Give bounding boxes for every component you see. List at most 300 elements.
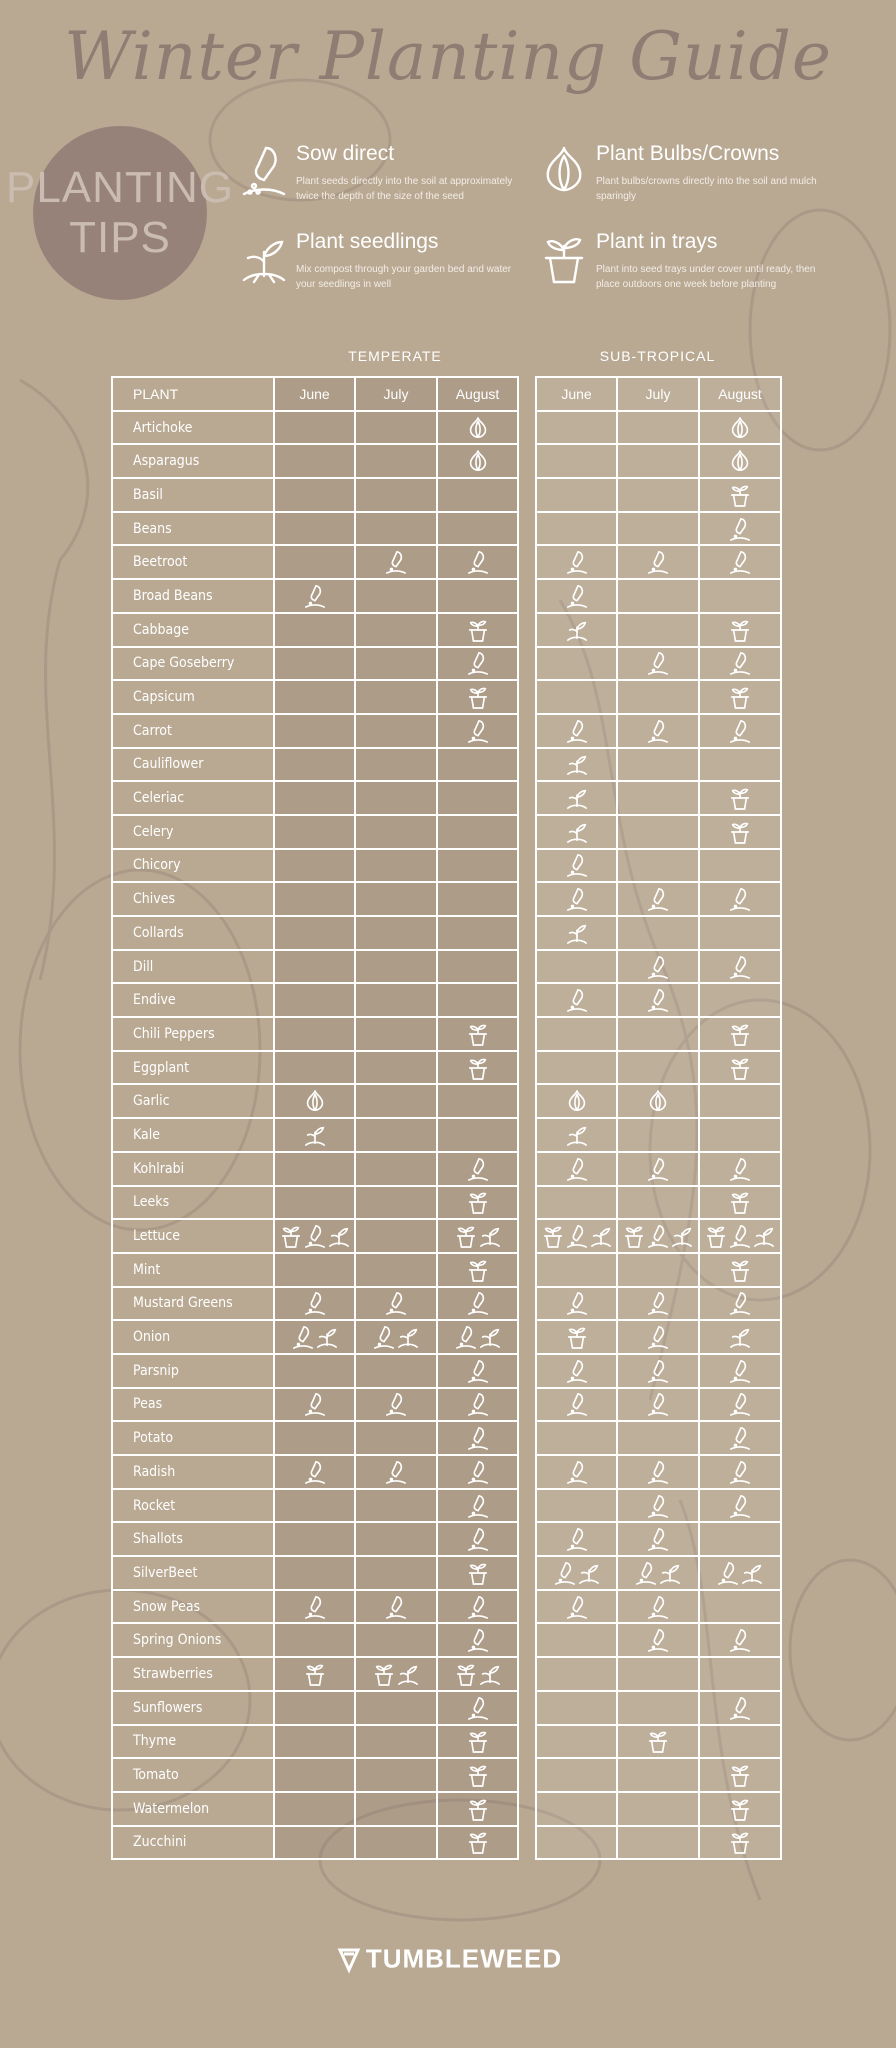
table-row-garlic	[536, 1084, 781, 1118]
temperate-june-cell	[274, 512, 355, 546]
planting-tips-badge	[5, 126, 235, 300]
plant-name: Cabbage	[112, 613, 274, 647]
subtropical-july-cell	[617, 1421, 699, 1455]
sow-direct-icon	[466, 1463, 490, 1480]
temperate-june-cell	[274, 1017, 355, 1051]
tip-title: Sow direct	[296, 142, 395, 165]
temperate-june-cell	[274, 1725, 355, 1759]
temperate-july-cell	[355, 950, 437, 984]
table-row-cape-goseberry	[536, 647, 781, 681]
subtropical-july-cell	[617, 916, 699, 950]
temperate-june-cell	[274, 849, 355, 883]
tray-icon	[728, 486, 752, 503]
table-row-silverbeet	[112, 1556, 518, 1590]
tray-icon	[466, 1025, 490, 1042]
table-row-kale	[112, 1118, 518, 1152]
seedling-icon	[577, 1564, 601, 1581]
tray-icon	[279, 1227, 303, 1244]
subtropical-july-cell	[617, 1186, 699, 1220]
table-row-basil	[112, 478, 518, 512]
sow-direct-icon	[646, 655, 670, 672]
temperate-june-cell	[274, 1320, 355, 1354]
table-row-onion	[536, 1320, 781, 1354]
seedling-icon	[240, 230, 288, 286]
seedling-icon	[589, 1227, 613, 1244]
temperate-august-cell	[437, 916, 518, 950]
seedling-icon	[303, 1126, 327, 1143]
subtropical-august-cell	[699, 781, 781, 815]
plant-name: Cape Goseberry	[112, 647, 274, 681]
subtropical-june-cell	[536, 1320, 617, 1354]
temperate-june-cell	[274, 1657, 355, 1691]
temperate-july-cell	[355, 1320, 437, 1354]
subtropical-july-cell	[617, 1320, 699, 1354]
temperate-august-cell	[437, 1320, 518, 1354]
subtropical-august-cell	[699, 1792, 781, 1826]
sow-direct-icon	[646, 1463, 670, 1480]
sow-direct-icon	[466, 1632, 490, 1649]
subtropical-july-cell	[617, 983, 699, 1017]
tray-icon	[646, 1733, 670, 1750]
plant-name: Cauliflower	[112, 748, 274, 782]
temperate-july-cell	[355, 1489, 437, 1523]
temperate-august-cell	[437, 613, 518, 647]
temperate-july-cell	[355, 1725, 437, 1759]
subtropical-july-cell	[617, 714, 699, 748]
sow-direct-icon	[384, 1598, 408, 1615]
table-row-rocket	[112, 1489, 518, 1523]
table-row-lettuce	[536, 1219, 781, 1253]
temperate-august-cell	[437, 1152, 518, 1186]
subtropical-august-cell	[699, 714, 781, 748]
sow-direct-icon	[646, 1530, 670, 1547]
temperate-august-cell	[437, 748, 518, 782]
table-row-mustard-greens	[112, 1287, 518, 1321]
table-row-asparagus	[112, 444, 518, 478]
plant-name: Peas	[112, 1388, 274, 1422]
temperate-july-cell	[355, 748, 437, 782]
sow-direct-icon	[728, 1160, 752, 1177]
brand-name: TUMBLEWEED	[365, 1943, 563, 1974]
temperate-august-cell	[437, 815, 518, 849]
temperate-august-cell	[437, 1556, 518, 1590]
temperate-june-cell	[274, 1623, 355, 1657]
plant-name: Chili Peppers	[112, 1017, 274, 1051]
subtropical-august-cell	[699, 1186, 781, 1220]
temperate-august-cell	[437, 1691, 518, 1725]
tray-icon	[454, 1665, 478, 1682]
plant-name: Zucchini	[112, 1826, 274, 1860]
sow-direct-icon	[728, 1463, 752, 1480]
subtropical-august-cell	[699, 882, 781, 916]
plant-name: Chives	[112, 882, 274, 916]
subtropical-august-cell	[699, 748, 781, 782]
temperate-june-cell	[274, 882, 355, 916]
sow-direct-icon	[565, 1295, 589, 1312]
subtropical-june-cell	[536, 1253, 617, 1287]
table-row-broad-beans	[112, 579, 518, 613]
sow-direct-icon	[646, 958, 670, 975]
subtropical-july-cell	[617, 1623, 699, 1657]
sow-direct-icon	[291, 1328, 315, 1345]
subtropical-june-cell	[536, 1489, 617, 1523]
subtropical-august-cell	[699, 1287, 781, 1321]
temperate-june-cell	[274, 1253, 355, 1287]
seedling-icon	[327, 1227, 351, 1244]
bulb-icon	[728, 452, 752, 469]
subtropical-july-cell	[617, 1084, 699, 1118]
sow-direct-icon	[646, 1328, 670, 1345]
table-row-beans	[112, 512, 518, 546]
table-row-celeriac	[536, 781, 781, 815]
seedling-icon	[740, 1564, 764, 1581]
table-row-kale	[536, 1118, 781, 1152]
table-row-carrot	[112, 714, 518, 748]
temperate-august-cell	[437, 1253, 518, 1287]
tray-icon	[372, 1665, 396, 1682]
subtropical-june-cell	[536, 545, 617, 579]
temperate-july-cell	[355, 1792, 437, 1826]
sow-direct-icon	[565, 554, 589, 571]
temperate-august-cell	[437, 714, 518, 748]
sow-direct-icon	[384, 1463, 408, 1480]
table-row-broad-beans	[536, 579, 781, 613]
subtropical-august-cell	[699, 1556, 781, 1590]
seedling-icon	[478, 1328, 502, 1345]
subtropical-june-cell	[536, 916, 617, 950]
subtropical-august-cell	[699, 444, 781, 478]
plant-name: Thyme	[112, 1725, 274, 1759]
subtropical-july-cell	[617, 1691, 699, 1725]
sow-direct-icon	[646, 1396, 670, 1413]
temperate-august-cell	[437, 1623, 518, 1657]
subtropical-august-cell	[699, 815, 781, 849]
temperate-august-cell	[437, 1725, 518, 1759]
tray-icon	[466, 1766, 490, 1783]
subtropical-august-cell	[699, 1253, 781, 1287]
table-row-silverbeet	[536, 1556, 781, 1590]
subtropical-august-cell	[699, 1354, 781, 1388]
temperate-june-cell	[274, 1758, 355, 1792]
temperate-august-cell	[437, 781, 518, 815]
table-row-celery	[536, 815, 781, 849]
tray-icon	[466, 1194, 490, 1211]
temperate-august-cell	[437, 1186, 518, 1220]
tray-icon	[728, 1834, 752, 1851]
bulb-icon	[303, 1093, 327, 1110]
subtropical-august-cell	[699, 849, 781, 883]
tray-icon	[728, 1766, 752, 1783]
badge-line-1: PLANTING	[5, 163, 235, 212]
plant-name: Radish	[112, 1455, 274, 1489]
sow-direct-icon	[565, 1530, 589, 1547]
table-row-shallots	[112, 1522, 518, 1556]
sow-direct-icon	[565, 1227, 589, 1244]
sow-direct-icon	[728, 1632, 752, 1649]
temperate-august-cell	[437, 882, 518, 916]
temperate-july-cell	[355, 1421, 437, 1455]
sow-direct-icon	[466, 1598, 490, 1615]
subtropical-june-cell	[536, 815, 617, 849]
plant-name: Collards	[112, 916, 274, 950]
subtropical-july-cell	[617, 411, 699, 445]
temperate-june-cell	[274, 714, 355, 748]
table-row-potato	[536, 1421, 781, 1455]
temperate-july-cell	[355, 1118, 437, 1152]
table-row-watermelon	[536, 1792, 781, 1826]
sow-direct-icon	[240, 142, 288, 198]
subtropical-august-cell	[699, 1152, 781, 1186]
seedling-icon	[565, 621, 589, 638]
tray-icon	[466, 1800, 490, 1817]
tray-icon	[728, 688, 752, 705]
plant-name: Dill	[112, 950, 274, 984]
sow-direct-icon	[646, 1160, 670, 1177]
temperate-june-cell	[274, 1388, 355, 1422]
sow-direct-icon	[646, 1295, 670, 1312]
tip-description: Mix compost through your garden bed and water your seedlings in well	[296, 264, 512, 290]
table-row-carrot	[536, 714, 781, 748]
tip-title: Plant in trays	[596, 230, 718, 253]
temperate-july-cell	[355, 849, 437, 883]
tip-description: Plant into seed trays under cover until ready, then place outdoors one week before planting	[596, 264, 816, 290]
temperate-august-cell	[437, 545, 518, 579]
subtropical-august-cell	[699, 1051, 781, 1085]
temperate-june-cell	[274, 1556, 355, 1590]
temperate-june-cell	[274, 1287, 355, 1321]
plant-name: Rocket	[112, 1489, 274, 1523]
tumbleweed-logo-icon	[334, 1944, 364, 1974]
plant-name: Shallots	[112, 1522, 274, 1556]
subtropical-august-cell	[699, 1320, 781, 1354]
temperate-june-cell	[274, 1455, 355, 1489]
seedling-icon	[315, 1328, 339, 1345]
table-row-sunflowers	[536, 1691, 781, 1725]
table-row-mint	[536, 1253, 781, 1287]
subtropical-august-cell	[699, 1118, 781, 1152]
temperate-june-cell	[274, 1522, 355, 1556]
plant-name: SilverBeet	[112, 1556, 274, 1590]
seedling-icon	[752, 1227, 776, 1244]
seedling-icon	[565, 823, 589, 840]
table-row-beans	[536, 512, 781, 546]
tip-title: Plant Bulbs/Crowns	[596, 142, 780, 165]
table-row-parsnip	[112, 1354, 518, 1388]
subtropical-june-cell	[536, 983, 617, 1017]
tray-icon	[565, 1328, 589, 1345]
plant-name: Spring Onions	[112, 1623, 274, 1657]
plant-name: Tomato	[112, 1758, 274, 1792]
tray-icon	[622, 1227, 646, 1244]
table-row-leeks	[112, 1186, 518, 1220]
temperate-august-cell	[437, 411, 518, 445]
temperate-july-cell	[355, 1590, 437, 1624]
subtropical-august-cell	[699, 950, 781, 984]
subtropical-june-cell	[536, 1051, 617, 1085]
subtropical-june-cell	[536, 1421, 617, 1455]
bulb-icon	[466, 419, 490, 436]
temperate-july-cell	[355, 916, 437, 950]
sow-direct-icon	[646, 1632, 670, 1649]
subtropical-june-cell	[536, 613, 617, 647]
subtropical-june-cell	[536, 714, 617, 748]
temperate-july-cell	[355, 1354, 437, 1388]
subtropical-july-cell	[617, 1522, 699, 1556]
temperate-june-cell	[274, 1084, 355, 1118]
tray-icon	[454, 1227, 478, 1244]
subtropical-august-cell	[699, 1219, 781, 1253]
plant-name: Leeks	[112, 1186, 274, 1220]
subtropical-july-cell	[617, 1826, 699, 1860]
subtropical-july-cell	[617, 1758, 699, 1792]
seedling-icon	[728, 1328, 752, 1345]
table-row-thyme	[112, 1725, 518, 1759]
sow-direct-icon	[466, 1362, 490, 1379]
sow-direct-icon	[466, 554, 490, 571]
subtropical-july-cell	[617, 781, 699, 815]
temperate-june-cell	[274, 1219, 355, 1253]
temperate-july-cell	[355, 983, 437, 1017]
temperate-july-cell	[355, 1253, 437, 1287]
temperate-august-cell	[437, 512, 518, 546]
plant-name: Capsicum	[112, 680, 274, 714]
subtropical-july-cell	[617, 1051, 699, 1085]
temperate-june-cell	[274, 1792, 355, 1826]
table-row-chili-peppers	[536, 1017, 781, 1051]
sow-direct-icon	[565, 722, 589, 739]
plant-name: Parsnip	[112, 1354, 274, 1388]
sow-direct-icon	[565, 1362, 589, 1379]
tray-icon	[466, 1261, 490, 1278]
table-row-cabbage	[536, 613, 781, 647]
subtropical-june-cell	[536, 1792, 617, 1826]
temperate-august-cell	[437, 983, 518, 1017]
plant-name: Beans	[112, 512, 274, 546]
bulb-icon	[466, 452, 490, 469]
table-row-parsnip	[536, 1354, 781, 1388]
plant-name: Mustard Greens	[112, 1287, 274, 1321]
temperate-july-cell	[355, 411, 437, 445]
sow-direct-icon	[466, 722, 490, 739]
table-row-garlic	[112, 1084, 518, 1118]
table-row-chicory	[112, 849, 518, 883]
sow-direct-icon	[466, 1295, 490, 1312]
sow-direct-icon	[466, 1530, 490, 1547]
page-title: Winter Planting Guide	[64, 18, 832, 95]
sow-direct-icon	[728, 1396, 752, 1413]
table-row-kohlrabi	[536, 1152, 781, 1186]
table-header-row	[112, 377, 518, 411]
temperate-july-cell	[355, 714, 437, 748]
table-row-beetroot	[536, 545, 781, 579]
subtropical-june-cell	[536, 1118, 617, 1152]
temperate-august-cell	[437, 1758, 518, 1792]
subtropical-june-cell	[536, 1084, 617, 1118]
temperate-july-cell	[355, 1522, 437, 1556]
subtropical-august-cell	[699, 1388, 781, 1422]
temperate-july-cell	[355, 1455, 437, 1489]
table-row-celery	[112, 815, 518, 849]
table-row-onion	[112, 1320, 518, 1354]
sow-direct-icon	[303, 1295, 327, 1312]
bulb-icon	[728, 419, 752, 436]
subtropical-august-cell	[699, 478, 781, 512]
temperate-august-cell	[437, 1489, 518, 1523]
sow-direct-icon	[303, 1463, 327, 1480]
subtropical-august-cell	[699, 1758, 781, 1792]
temperate-june-cell	[274, 983, 355, 1017]
subtropical-august-cell	[699, 1421, 781, 1455]
tray-icon	[728, 1025, 752, 1042]
temperate-august-cell	[437, 478, 518, 512]
table-row-cape-goseberry	[112, 647, 518, 681]
temperate-july-cell	[355, 444, 437, 478]
table-header-row	[536, 377, 781, 411]
subtropical-july-cell	[617, 444, 699, 478]
subtropical-june-cell	[536, 849, 617, 883]
temperate-august-cell	[437, 849, 518, 883]
table-row-shallots	[536, 1522, 781, 1556]
sow-direct-icon	[646, 991, 670, 1008]
subtropical-july-cell	[617, 1725, 699, 1759]
subtropical-june-cell	[536, 1725, 617, 1759]
plant-name: Beetroot	[112, 545, 274, 579]
sow-direct-icon	[303, 1598, 327, 1615]
tray-icon	[728, 1194, 752, 1211]
temperate-july-cell	[355, 680, 437, 714]
subtropical-july-cell	[617, 1657, 699, 1691]
month-header-june: June	[536, 377, 617, 411]
table-row-mustard-greens	[536, 1287, 781, 1321]
tray-icon	[466, 1733, 490, 1750]
plant-name: Garlic	[112, 1084, 274, 1118]
table-row-chili-peppers	[112, 1017, 518, 1051]
plant-name: Eggplant	[112, 1051, 274, 1085]
month-header-july: July	[617, 377, 699, 411]
table-row-collards	[536, 916, 781, 950]
sow-direct-icon	[728, 1429, 752, 1446]
table-row-eggplant	[112, 1051, 518, 1085]
subtropical-july-cell	[617, 512, 699, 546]
temperate-july-cell	[355, 882, 437, 916]
plant-name: Strawberries	[112, 1657, 274, 1691]
subtropical-july-cell	[617, 1287, 699, 1321]
subtropical-august-cell	[699, 512, 781, 546]
tip-title: Plant seedlings	[296, 230, 439, 253]
subtropical-june-cell	[536, 781, 617, 815]
table-row-spring-onions	[112, 1623, 518, 1657]
sow-direct-icon	[565, 1463, 589, 1480]
subtropical-june-cell	[536, 950, 617, 984]
table-row-mint	[112, 1253, 518, 1287]
table-row-artichoke	[536, 411, 781, 445]
table-row-radish	[536, 1455, 781, 1489]
plant-name: Broad Beans	[112, 579, 274, 613]
subtropical-june-cell	[536, 1388, 617, 1422]
temperate-june-cell	[274, 545, 355, 579]
subtropical-july-cell	[617, 1489, 699, 1523]
subtropical-august-cell	[699, 1590, 781, 1624]
temperate-june-cell	[274, 1590, 355, 1624]
subtropical-june-cell	[536, 444, 617, 478]
subtropical-july-cell	[617, 1590, 699, 1624]
sow-direct-icon	[646, 890, 670, 907]
table-row-dill	[112, 950, 518, 984]
subtropical-august-cell	[699, 916, 781, 950]
temperate-july-cell	[355, 815, 437, 849]
plant-name: Mint	[112, 1253, 274, 1287]
temperate-june-cell	[274, 579, 355, 613]
